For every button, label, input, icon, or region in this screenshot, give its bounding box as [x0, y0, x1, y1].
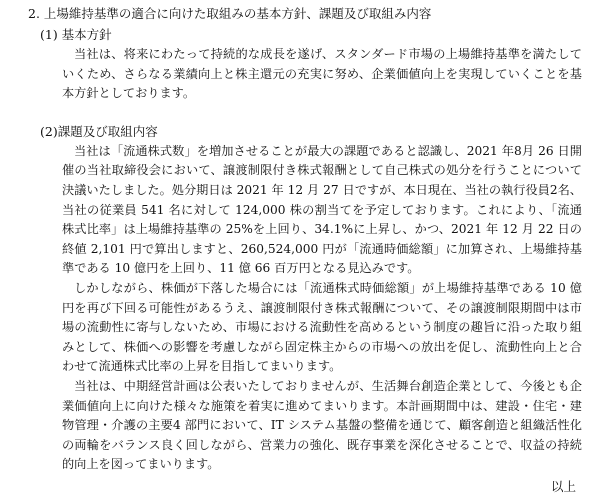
- subsection-title-basic-policy: (1) 基本方針: [40, 27, 112, 42]
- section-title: 2. 上場維持基準の適合に向けた取組みの基本方針、課題及び取組み内容: [28, 6, 432, 21]
- issues-paragraph-2: しかしながら、株価が下落した場合には「流通株式時価総額」が上場維持基準である 10 億円を再び下回る可能性があるうえ、譲渡制限付き株式報酬について、その譲渡制限期間中は市場の流動性に寄与しないため、市場における流動性を高めるという制度の趣旨に沿った取り組みとして、株価への影響を考慮しながら固定株主からの市場への放出を促し、流動性向上と合わせて流通株式比率の上昇を目指してまいります。: [62, 280, 582, 374]
- closing-mark: 以上: [550, 478, 576, 494]
- issues-paragraph-1: 当社は「流通株式数」を増加させることが最大の課題であると認識し、2021 年8月 26 日開催の当社取締役会において、譲渡制限付き株式報酬として自己株式の処分を行うことについて決議いたしました。処分期日は 2021 年 12 月 27 日ですが、本日現在、当社の執行役員2名、当社の従業員 541 名に対して 124,000 株の割当てを予定しております。これにより、「流通株式比率」は上場維持基準の 25%を上回り、34.1%に上昇し、かつ、2021 年 12 月 22 日の終値 2,101 円で算出しますと、260,524,000 円が「流通時価総額」に加算され、上場維持基準である 10 億円を上回り、11 億 66 百万円となる見込みです。: [62, 143, 582, 276]
- subsection-title-issues: (2)課題及び取組内容: [40, 123, 158, 139]
- issues-paragraph-3: 当社は、中期経営計画は公表いたしておりませんが、生活舞台創造企業として、今後とも企業価値向上に向けた様々な施策を着実に進めてまいります。本計画期間中は、建設・住宅・建物管理・介護の主要4 部門において、IT システム基盤の整備を通じて、顧客創造と組織活性化の両輪をバランス良く回しながら、営業力の強化、既存事業を深化させることで、収益の持続的向上を図ってまいります。: [62, 378, 582, 472]
- spacer: [18, 104, 582, 122]
- basic-policy-paragraph: 当社は、将来にわたって持続的な成長を遂げ、スタンダード市場の上場維持基準を満たしていくため、さらなる業績向上と株主還元の充実に努め、企業価値向上を実現していくことを基本方針としております。: [62, 47, 582, 101]
